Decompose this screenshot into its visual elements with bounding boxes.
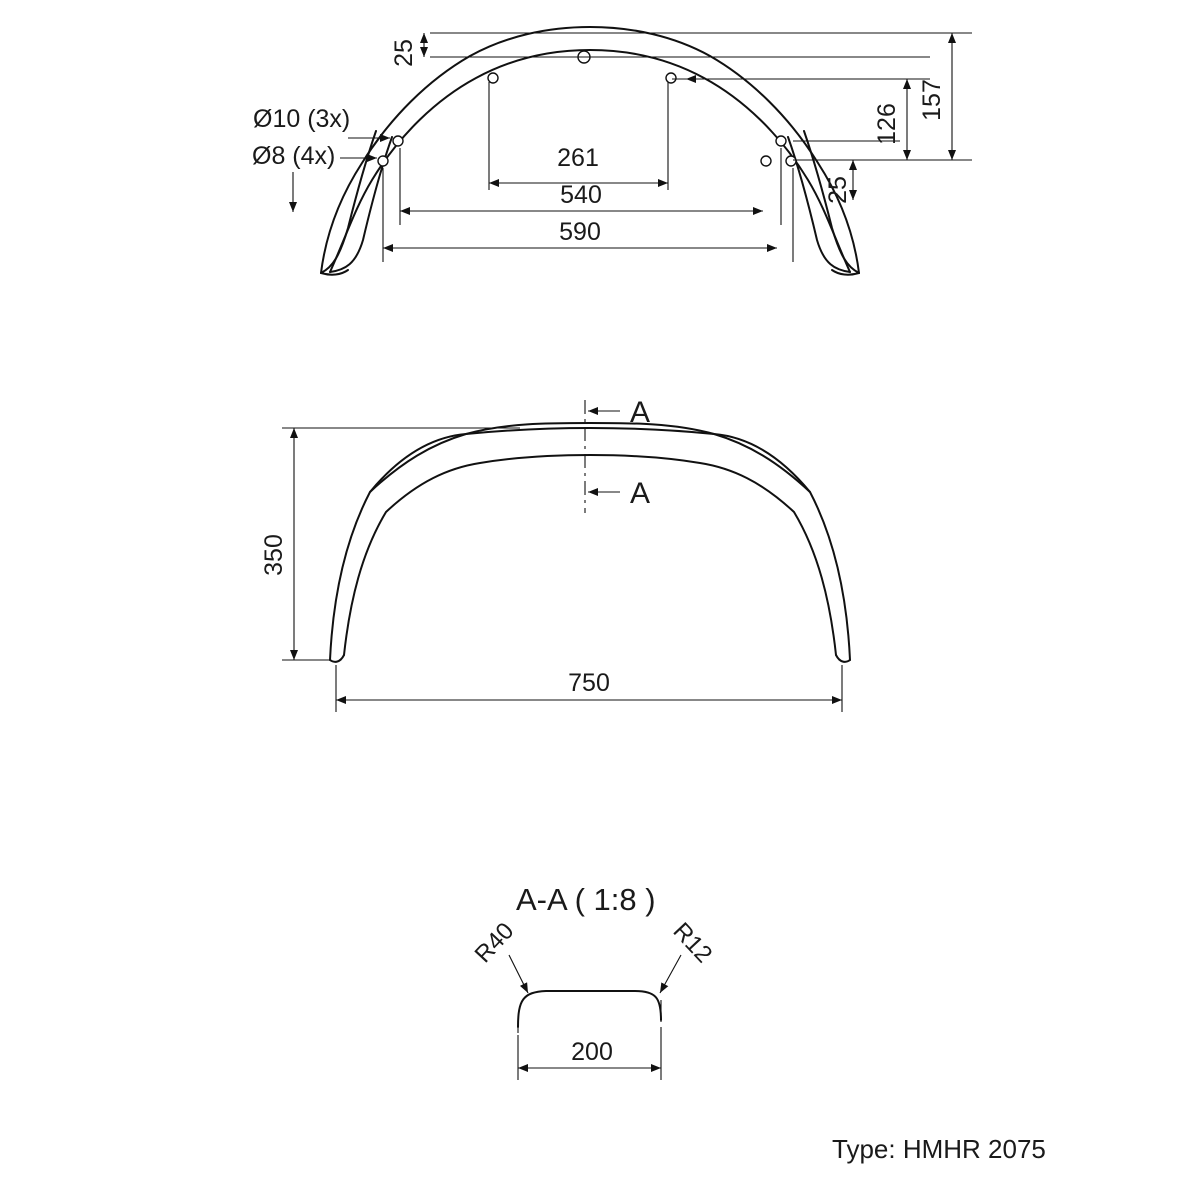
radius-r40-label: R40 xyxy=(469,917,520,969)
callout-d8-label: Ø8 (4x) xyxy=(252,142,336,170)
hole-right-d8 xyxy=(761,156,771,166)
side-view xyxy=(260,396,850,712)
radius-r12-leader xyxy=(660,955,681,993)
dim-157-label: 157 xyxy=(918,79,946,121)
section-view xyxy=(470,882,718,1080)
hole-right-d10 xyxy=(776,136,786,146)
hole-left-upper xyxy=(488,73,498,83)
dim-350-label: 350 xyxy=(260,534,288,576)
hole-left-d10 xyxy=(393,136,403,146)
dim-540-label: 540 xyxy=(560,181,602,209)
type-label: Type: HMHR 2075 xyxy=(832,1134,1046,1164)
callout-d10-label: Ø10 (3x) xyxy=(253,105,351,133)
radius-r40-leader xyxy=(509,955,528,993)
radius-r12-label: R12 xyxy=(667,917,718,969)
side-view-profile-top xyxy=(370,428,810,492)
section-profile xyxy=(518,991,661,1027)
top-view xyxy=(252,27,972,275)
section-title: A-A ( 1:8 ) xyxy=(516,882,656,917)
dim-261-label: 261 xyxy=(557,144,599,172)
dim-25-top-label: 25 xyxy=(390,39,418,67)
dim-25-right-label: 25 xyxy=(824,176,852,204)
section-label-a-bottom: A xyxy=(630,477,651,510)
side-view-inner-outline xyxy=(344,455,836,655)
hole-right-d8-b xyxy=(786,156,796,166)
dim-590-label: 590 xyxy=(559,218,601,246)
side-view-outer-outline xyxy=(330,423,850,660)
side-view-left-tip xyxy=(330,655,344,662)
dim-200-label: 200 xyxy=(571,1038,613,1066)
side-view-right-tip xyxy=(836,655,850,662)
hole-right-upper xyxy=(666,73,676,83)
dim-126-label: 126 xyxy=(873,103,901,145)
section-label-a-top: A xyxy=(630,396,651,429)
dim-750-label: 750 xyxy=(568,669,610,697)
hole-left-d8 xyxy=(378,156,388,166)
